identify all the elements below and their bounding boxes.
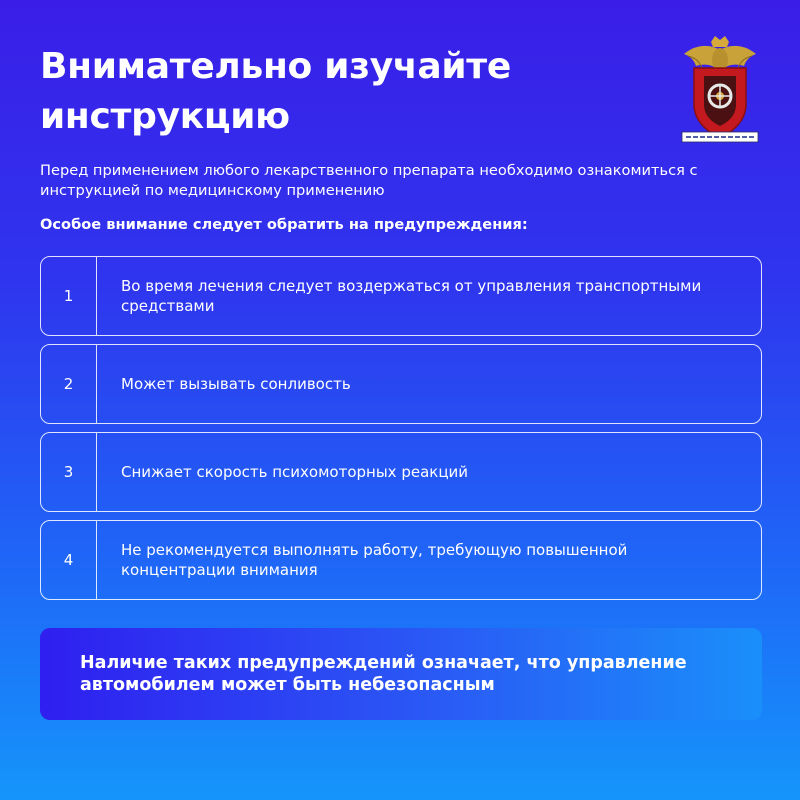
warning-text: Снижает скорость психомоторных реакций xyxy=(121,463,469,481)
callout-text: Наличие таких предупреждений означает, что управление автомобилем может быть небезопасным xyxy=(80,653,687,695)
page-title: Внимательно изучайте инструкцию xyxy=(40,46,511,137)
warning-item-4 xyxy=(40,520,762,600)
warning-number: 1 xyxy=(41,257,97,335)
warnings-subheading: Особое внимание следует обратить на предупреждения: xyxy=(40,216,528,233)
callout-banner xyxy=(40,628,762,720)
warning-text: Не рекомендуется выполнять работу, требующую повышенной концентрации внимания xyxy=(121,541,628,579)
warning-number: 4 xyxy=(41,521,97,599)
warning-item-2 xyxy=(40,344,762,424)
intro-text: Перед применением любого лекарственного препарата необходимо ознакомиться с инструкцией по медицинскому применению xyxy=(40,162,698,199)
warning-number: 3 xyxy=(41,433,97,511)
warning-item-3 xyxy=(40,432,762,512)
warning-text: Может вызывать сонливость xyxy=(121,375,351,393)
police-eagle-emblem-icon xyxy=(680,34,760,146)
warning-item-1 xyxy=(40,256,762,336)
warning-number: 2 xyxy=(41,345,97,423)
warning-text: Во время лечения следует воздержаться от управления транспортными средствами xyxy=(121,277,702,315)
